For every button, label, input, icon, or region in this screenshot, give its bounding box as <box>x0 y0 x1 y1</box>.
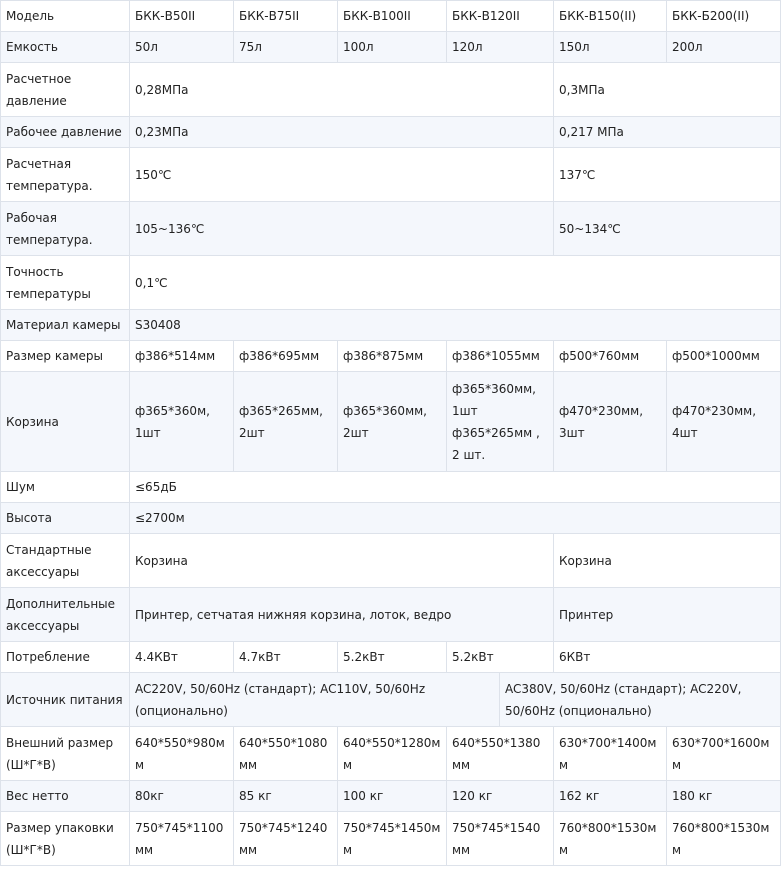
cell: ф386*695мм <box>234 341 338 372</box>
cell: ф470*230мм, 3шт <box>554 372 667 472</box>
cell: 640*550*1280мм <box>338 727 447 781</box>
cell: ф500*760мм <box>554 341 667 372</box>
row-label: Стандартные аксессуары <box>1 534 130 588</box>
row-label: Высота <box>1 503 130 534</box>
cell: 630*700*1400мм <box>554 727 667 781</box>
cell: 640*550*1080мм <box>234 727 338 781</box>
row-label: Вес нетто <box>1 781 130 812</box>
row-basket <box>1 372 781 472</box>
row-chamber-material <box>1 310 781 341</box>
cell: 200л <box>667 32 781 63</box>
cell: 100 кг <box>338 781 447 812</box>
row-work-pressure <box>1 117 781 148</box>
row-consumption <box>1 642 781 673</box>
row-work-temp <box>1 202 781 256</box>
cell: ф365*360м, 1шт <box>130 372 234 472</box>
row-model <box>1 1 781 32</box>
cell: 120л <box>447 32 554 63</box>
row-label: Размер упаковки (Ш*Г*В) <box>1 812 130 866</box>
row-label: Расчетное давление <box>1 63 130 117</box>
cell: 0,1℃ <box>130 256 781 310</box>
cell: ф365*265мм, 2шт <box>234 372 338 472</box>
cell: S30408 <box>130 310 781 341</box>
row-net-weight <box>1 781 781 812</box>
cell: 80кг <box>130 781 234 812</box>
cell: 5.2кВт <box>447 642 554 673</box>
row-power-source <box>1 673 781 727</box>
cell: 120 кг <box>447 781 554 812</box>
cell: 640*550*1380мм <box>447 727 554 781</box>
cell: 750*745*1450мм <box>338 812 447 866</box>
cell: 630*700*1600мм <box>667 727 781 781</box>
row-label: Корзина <box>1 372 130 472</box>
cell: БКК-B50II <box>130 1 234 32</box>
cell: 750*745*1240мм <box>234 812 338 866</box>
cell: Принтер <box>554 588 781 642</box>
cell: 50~134℃ <box>554 202 781 256</box>
row-design-pressure <box>1 63 781 117</box>
cell: 150℃ <box>130 148 554 202</box>
cell: ≤2700м <box>130 503 781 534</box>
cell: 760*800*1530мм <box>667 812 781 866</box>
cell: 75л <box>234 32 338 63</box>
row-temp-accuracy <box>1 256 781 310</box>
row-label: Размер камеры <box>1 341 130 372</box>
cell: 4.7кВт <box>234 642 338 673</box>
row-label: Рабочее давление <box>1 117 130 148</box>
row-label: Дополнительные аксессуары <box>1 588 130 642</box>
cell: 0,3МПа <box>554 63 781 117</box>
cell: ф365*360мм, 1шт ф365*265мм , 2 шт. <box>447 372 554 472</box>
row-label: Шум <box>1 472 130 503</box>
cell: 150л <box>554 32 667 63</box>
cell: 0,28МПа <box>130 63 554 117</box>
cell: БКК-B100II <box>338 1 447 32</box>
row-label: Источник питания <box>1 673 130 727</box>
cell: 137℃ <box>554 148 781 202</box>
cell: БКК-B150(II) <box>554 1 667 32</box>
cell: 760*800*1530мм <box>554 812 667 866</box>
cell: 4.4КВт <box>130 642 234 673</box>
cell: 85 кг <box>234 781 338 812</box>
cell: Корзина <box>554 534 781 588</box>
cell: 0,23МПа <box>130 117 554 148</box>
cell: 180 кг <box>667 781 781 812</box>
row-label: Модель <box>1 1 130 32</box>
cell: 750*745*1100мм <box>130 812 234 866</box>
cell: 100л <box>338 32 447 63</box>
cell: ф386*1055мм <box>447 341 554 372</box>
cell: 50л <box>130 32 234 63</box>
row-chamber-size <box>1 341 781 372</box>
cell: Принтер, сетчатая нижняя корзина, лоток, ведро <box>130 588 554 642</box>
row-label: Емкость <box>1 32 130 63</box>
cell: БКК-B120II <box>447 1 554 32</box>
cell: ≤65дБ <box>130 472 781 503</box>
cell: БКК-Б200(II) <box>667 1 781 32</box>
row-outer-size <box>1 727 781 781</box>
row-design-temp <box>1 148 781 202</box>
cell: БКК-B75II <box>234 1 338 32</box>
cell: Корзина <box>130 534 554 588</box>
cell: ф365*360мм, 2шт <box>338 372 447 472</box>
row-label: Расчетная температура. <box>1 148 130 202</box>
cell: 6КВт <box>554 642 781 673</box>
cell: 750*745*1540мм <box>447 812 554 866</box>
cell: ф386*875мм <box>338 341 447 372</box>
row-capacity <box>1 32 781 63</box>
row-label: Внешний размер (Ш*Г*В) <box>1 727 130 781</box>
cell: 105~136℃ <box>130 202 554 256</box>
cell: 5.2кВт <box>338 642 447 673</box>
cell: 640*550*980мм <box>130 727 234 781</box>
cell: AC220V, 50/60Hz (стандарт); AC110V, 50/60Hz (опционально) <box>130 673 500 727</box>
row-label: Материал камеры <box>1 310 130 341</box>
row-label: Потребление <box>1 642 130 673</box>
cell: ф500*1000мм <box>667 341 781 372</box>
row-std-accessories <box>1 534 781 588</box>
cell: 162 кг <box>554 781 667 812</box>
cell: ф386*514мм <box>130 341 234 372</box>
row-package-size <box>1 812 781 866</box>
cell: AC380V, 50/60Hz (стандарт); AC220V, 50/60Hz (опционально) <box>500 673 781 727</box>
row-noise <box>1 472 781 503</box>
row-height <box>1 503 781 534</box>
row-extra-accessories <box>1 588 781 642</box>
cell: 0,217 МПа <box>554 117 781 148</box>
row-label: Точность температуры <box>1 256 130 310</box>
cell: ф470*230мм, 4шт <box>667 372 781 472</box>
row-label: Рабочая температура. <box>1 202 130 256</box>
